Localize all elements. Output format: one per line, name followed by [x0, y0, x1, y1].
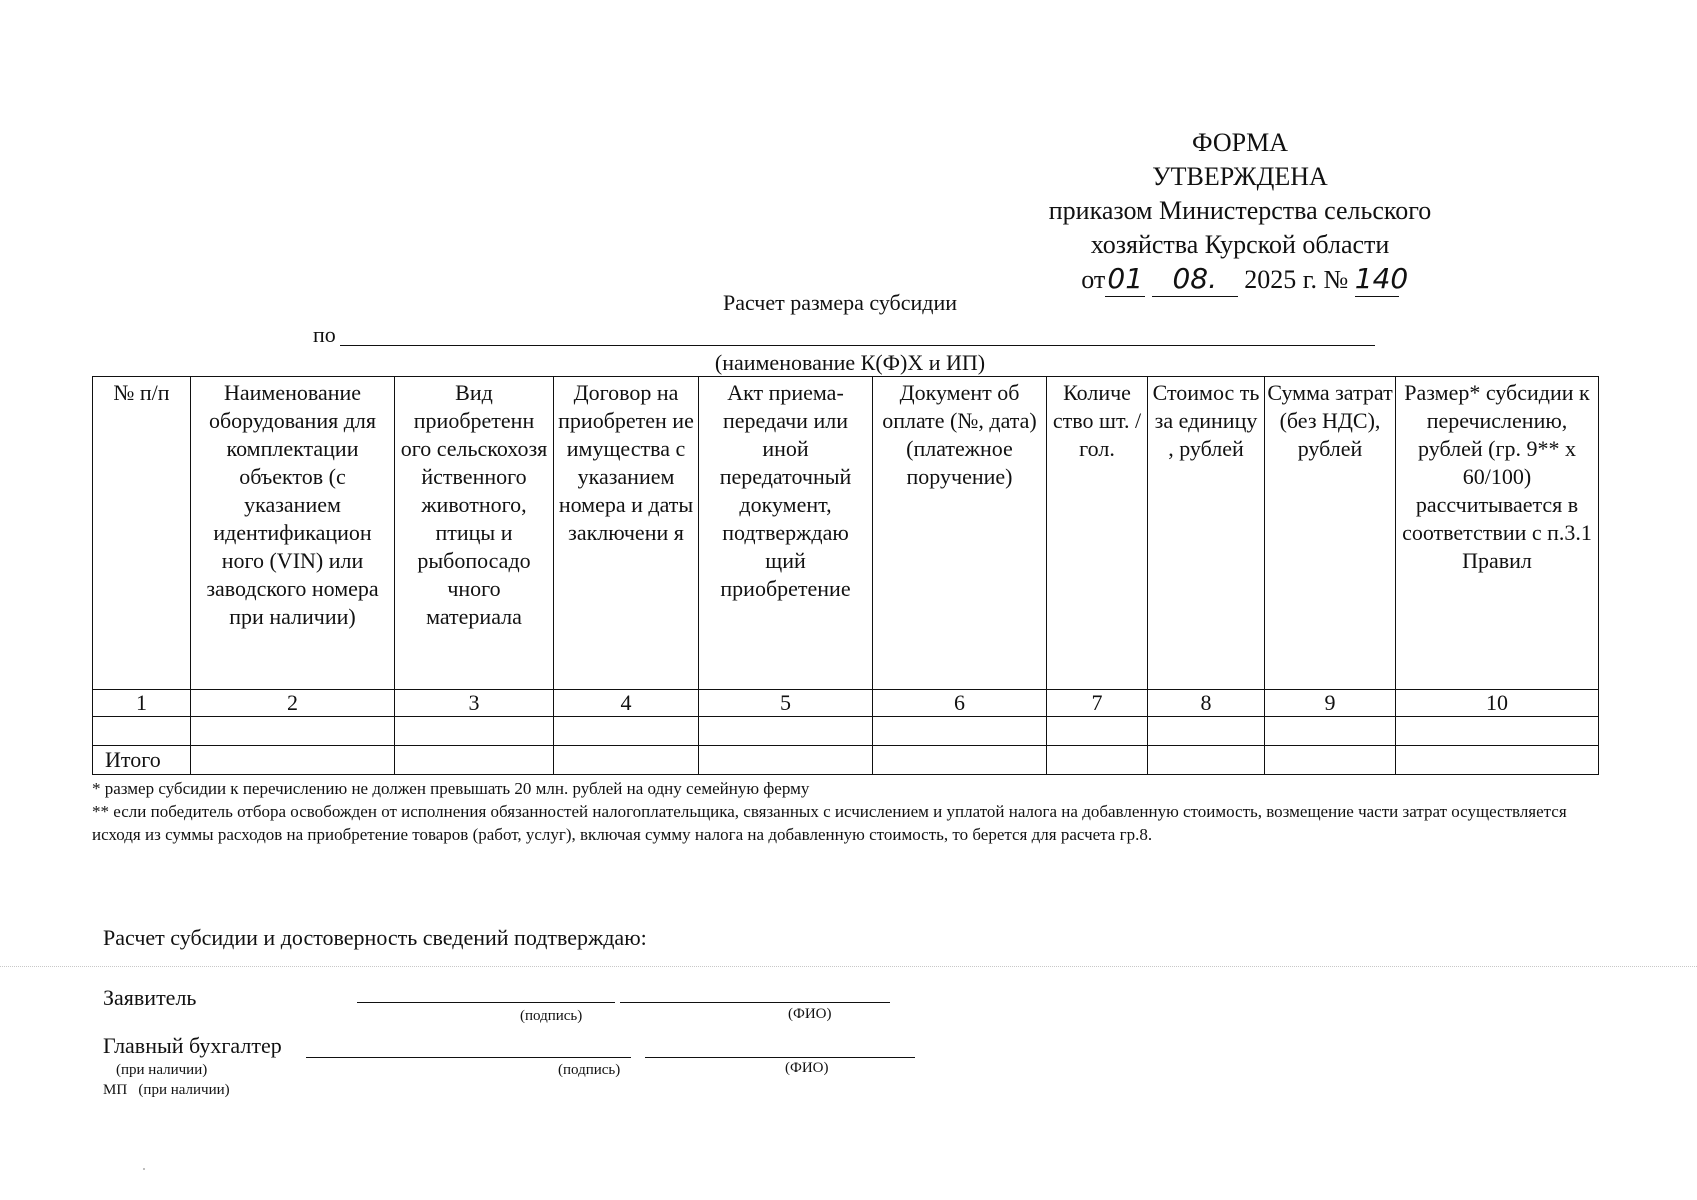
table-header-row: [93, 377, 1599, 690]
table-cell: [1148, 746, 1265, 775]
organization-caption: (наименование К(Ф)Х и ИП): [714, 350, 986, 375]
approved-label: УТВЕРЖДЕНА: [1152, 162, 1328, 191]
scan-speck: [143, 1168, 145, 1170]
col-header-livestock-type: Вид приобретенн ого сельскохозя йственного животного, птицы и рыбопосадо чного материала: [395, 377, 554, 690]
col-header-payment-doc: Документ об оплате (№, дата) (платежное поручение): [873, 377, 1047, 690]
chief-accountant-label: Главный бухгалтер: [103, 1033, 282, 1058]
total-label: Итого: [93, 746, 191, 775]
column-number: 1: [93, 690, 191, 717]
date-prefix: от: [1081, 265, 1106, 294]
accountant-signature-caption: (подпись): [558, 1062, 621, 1078]
accountant-fio-caption: (ФИО): [785, 1060, 829, 1076]
col-header-quantity: Количе ство шт. / гол.: [1047, 377, 1148, 690]
table-cell: [699, 746, 873, 775]
footnotes: [92, 777, 1572, 846]
table-cell: [1148, 717, 1265, 746]
applicant-fio-caption: (ФИО): [788, 1006, 832, 1022]
accountant-fio-line: [645, 1057, 915, 1058]
order-date-line: [1010, 262, 1470, 297]
column-number: 7: [1047, 690, 1148, 717]
subsidy-calculation-table: [92, 376, 1599, 775]
col-header-transfer-act: Акт приема-передачи или иной передаточный документ, подтверждаю щий приобретение: [699, 377, 873, 690]
table-cell: [873, 746, 1047, 775]
table-cell: [1047, 746, 1148, 775]
form-label: ФОРМА: [1192, 128, 1288, 157]
applicant-label: Заявитель: [103, 985, 197, 1010]
table-cell: [191, 717, 395, 746]
total-row: [93, 746, 1599, 775]
footnote-1: * размер субсидии к перечислению не должен превышать 20 млн. рублей на одну семейную ферму: [92, 779, 810, 798]
column-number: 3: [395, 690, 554, 717]
applicant-fio-line: [620, 1002, 890, 1003]
accountant-signature-line: [306, 1057, 631, 1058]
table-cell: [395, 746, 554, 775]
col-header-total-cost: Сумма затрат (без НДС), рублей: [1265, 377, 1396, 690]
confirmation-statement: Расчет субсидии и достоверность сведений подтверждаю:: [103, 925, 647, 950]
table-cell: [873, 717, 1047, 746]
col-header-number: № п/п: [93, 377, 191, 690]
column-number: 6: [873, 690, 1047, 717]
col-header-unit-cost: Стоимос ть за единицу , рублей: [1148, 377, 1265, 690]
column-number: 2: [191, 690, 395, 717]
po-label: по: [313, 322, 336, 347]
table-cell: [191, 746, 395, 775]
organization-name-field: [340, 345, 1375, 346]
footnote-2: ** если победитель отбора освобожден от исполнения обязанностей налогоплательщика, связанных с исчислением и уплатой налога на добавленную стоимость, возмещение части затрат осуществляется исходя из суммы расходов на приобретение товаров (работ, услуг), включая сумму налога на добавленную стоимость, то берется для расчета гр.8.: [92, 802, 1567, 844]
applicant-signature-line: [357, 1002, 615, 1003]
column-number-row: [93, 690, 1599, 717]
table-cell: [1396, 746, 1599, 775]
scan-dotted-line: [0, 966, 1697, 967]
date-year: 2025 г. №: [1244, 265, 1349, 294]
table-cell: [1265, 746, 1396, 775]
table-cell: [1047, 717, 1148, 746]
table-cell: [1265, 717, 1396, 746]
column-number: 4: [554, 690, 699, 717]
col-header-equipment: Наименование оборудования для комплектации объектов (с указанием идентификацион ного (VIN) или заводского номера при наличии): [191, 377, 395, 690]
order-issuer-line2: хозяйства Курской области: [1090, 230, 1390, 259]
table-cell: [395, 717, 554, 746]
stamp-caption: МП (при наличии): [103, 1082, 230, 1098]
accountant-if-any-caption: (при наличии): [116, 1062, 208, 1078]
column-number: 10: [1396, 690, 1599, 717]
applicant-signature-caption: (подпись): [520, 1008, 583, 1024]
handwritten-month: 08.: [1152, 262, 1238, 297]
column-number: 8: [1148, 690, 1265, 717]
approval-header: [1010, 126, 1470, 297]
table-cell: [93, 717, 191, 746]
column-number: 9: [1265, 690, 1396, 717]
table-cell: [554, 746, 699, 775]
table-row: [93, 717, 1599, 746]
handwritten-day: 01: [1105, 262, 1145, 297]
document-title: Расчет размера субсидии: [722, 290, 958, 315]
table-cell: [1396, 717, 1599, 746]
table-cell: [699, 717, 873, 746]
col-header-contract: Договор на приобретен ие имущества с указанием номера и даты заключени я: [554, 377, 699, 690]
col-header-subsidy-amount: Размер* субсидии к перечислению, рублей (гр. 9** х 60/100) рассчитывается в соответствии с п.3.1 Правил: [1396, 377, 1599, 690]
order-issuer-line1: приказом Министерства сельского: [1048, 196, 1432, 225]
table-cell: [554, 717, 699, 746]
column-number: 5: [699, 690, 873, 717]
handwritten-order-number: 140: [1354, 262, 1409, 295]
